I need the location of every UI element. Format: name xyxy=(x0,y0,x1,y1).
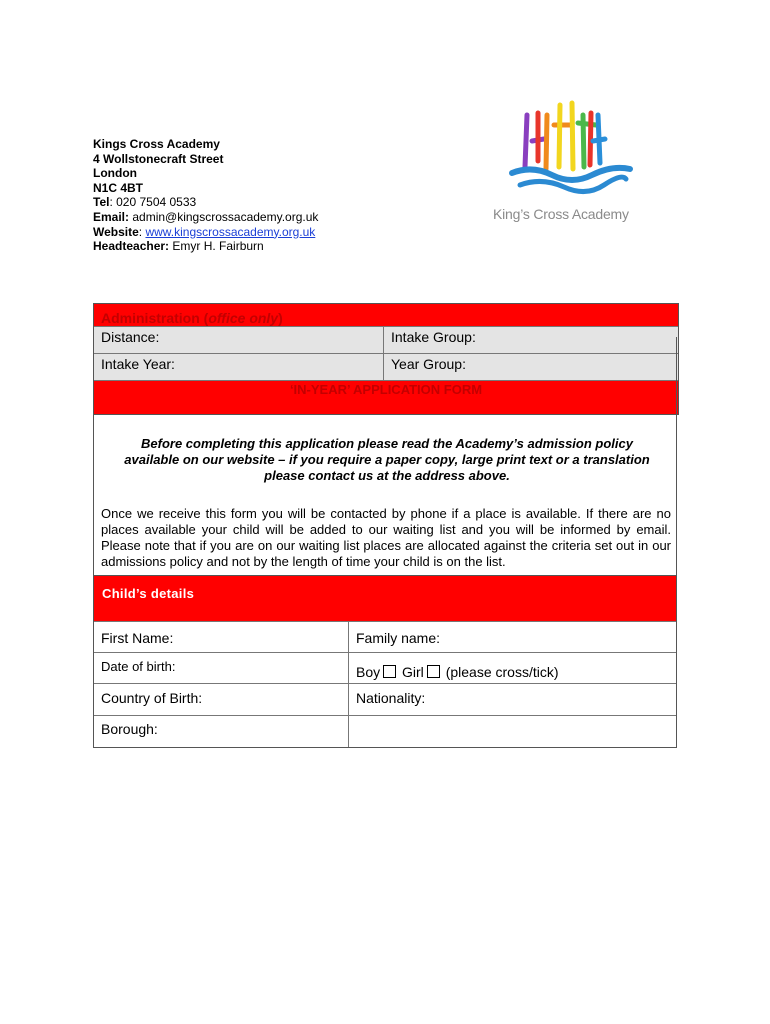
intake-group-field[interactable]: Intake Group: xyxy=(391,329,476,345)
school-website xyxy=(93,225,318,240)
school-headteacher xyxy=(93,239,318,254)
nationality-field[interactable]: Nationality: xyxy=(356,690,426,706)
child-details-heading: Child’s details xyxy=(94,576,676,621)
website-sep: : xyxy=(138,224,146,239)
admin-heading-end: ) xyxy=(278,310,283,326)
gender-field xyxy=(349,653,676,683)
email-label: Email: xyxy=(93,209,130,224)
cross-tick-note: (please cross/tick) xyxy=(445,664,559,680)
admin-heading-start: Administration ( xyxy=(101,310,209,326)
child-row-country xyxy=(94,683,676,715)
school-city: London xyxy=(93,166,137,181)
school-name: Kings Cross Academy xyxy=(93,137,220,151)
first-name-field[interactable]: First Name: xyxy=(94,622,349,652)
borough-empty-cell[interactable] xyxy=(349,716,676,747)
website-link[interactable]: www.kingscrossacademy.org.uk xyxy=(145,224,316,239)
intake-year-field[interactable]: Intake Year: xyxy=(94,354,384,380)
boy-label: Boy xyxy=(356,664,381,680)
school-postcode: N1C 4BT xyxy=(93,180,144,195)
school-street: 4 Wollstonecraft Street xyxy=(93,151,224,166)
form-title: ‘IN-YEAR’ APPLICATION FORM xyxy=(94,380,678,414)
email-value: admin@kingscrossacademy.org.uk xyxy=(129,209,319,224)
family-name-field[interactable]: Family name: xyxy=(356,630,441,646)
child-details-section xyxy=(93,575,677,748)
dob-field[interactable]: Date of birth: xyxy=(94,653,349,683)
girl-label: Girl xyxy=(402,664,424,680)
tel-label: Tel xyxy=(93,195,110,210)
admin-heading xyxy=(94,304,678,326)
tel-value: : 020 7504 0533 xyxy=(109,195,197,210)
borough-field[interactable]: Borough: xyxy=(94,716,349,747)
girl-checkbox[interactable] xyxy=(427,665,440,678)
intro-section xyxy=(93,337,677,575)
head-label: Headteacher: xyxy=(93,239,170,254)
logo-text: King’s Cross Academy xyxy=(493,206,629,222)
child-row-dob xyxy=(94,652,676,683)
website-label: Website xyxy=(93,224,139,239)
child-row-borough xyxy=(94,715,676,747)
intro-notice: Before completing this application please read the Academy’s admission policy available on our website – if you require a paper copy, large print text or a translation please contact us at the address above. xyxy=(124,436,650,483)
child-row-names xyxy=(94,621,676,652)
school-tel xyxy=(93,195,318,210)
boy-checkbox[interactable] xyxy=(383,665,396,678)
country-of-birth-field[interactable]: Country of Birth: xyxy=(94,684,349,715)
intro-text: Once we receive this form you will be contacted by phone if a place is available. If there are no places available your child will be added to our waiting list and you will be informed by email. Please note that if you are on our waiting list places are allocated against the criteria set out in our admissions policy and not by the length of time your child is on the list. xyxy=(101,506,671,569)
admin-heading-italic: office only xyxy=(208,310,279,326)
head-value: Emyr H. Fairburn xyxy=(169,239,264,254)
year-group-field[interactable]: Year Group: xyxy=(391,356,466,372)
school-address-block xyxy=(93,137,318,254)
distance-field[interactable]: Distance: xyxy=(94,327,384,353)
school-email xyxy=(93,210,318,225)
